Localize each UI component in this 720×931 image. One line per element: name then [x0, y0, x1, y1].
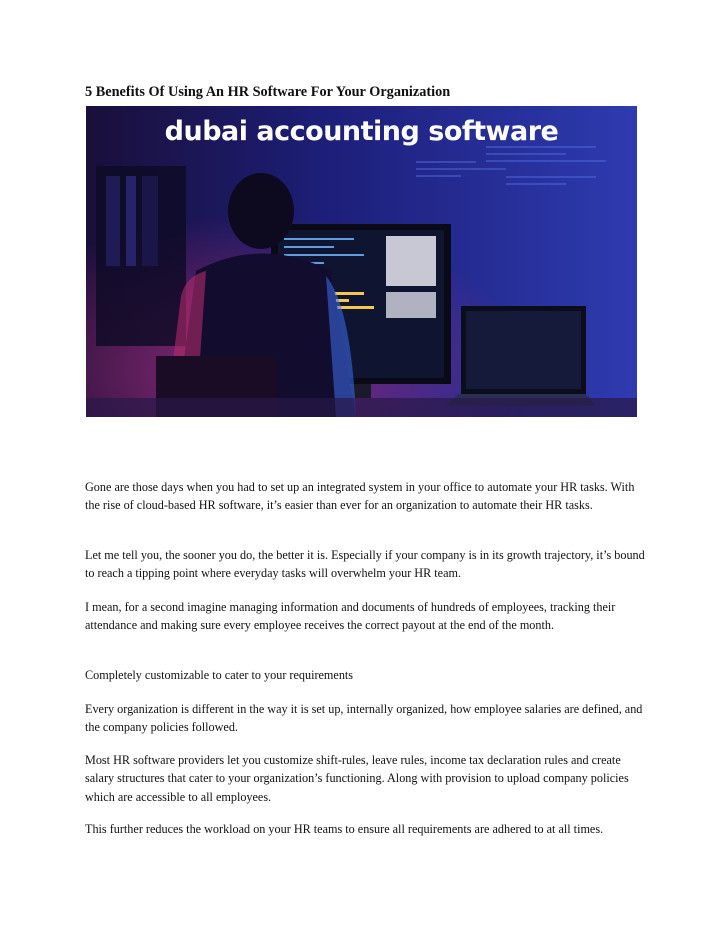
hero-image — [86, 106, 637, 417]
paragraph: This further reduces the workload on your HR teams to ensure all requirements are adhered to at all times. — [85, 822, 604, 836]
article-title: 5 Benefits Of Using An HR Software For Your Organization — [85, 84, 451, 100]
paragraph: Let me tell you, the sooner you do, the better it is. Especially if your company is in its growth trajectory, it’s bound to reach a tipping point where everyday tasks will overwhelm your HR team. — [85, 548, 645, 581]
paragraph: Every organization is different in the way it is set up, internally organized, how employee salaries are defined, and the company policies followed. — [85, 702, 643, 735]
paragraph: Most HR software providers let you customize shift-rules, leave rules, income tax declaration rules and create salary structures that cater to your organization’s functioning. Along with provision to upload company policies which are accessible to all employees. — [85, 753, 629, 804]
paragraph: I mean, for a second imagine managing information and documents of hundreds of employees, tracking their attendance and making sure every employee receives the correct payout at the end of the month. — [85, 600, 616, 633]
person-at-computer-image — [86, 106, 637, 417]
section-heading: Completely customizable to cater to your requirements — [85, 668, 354, 682]
hero-caption: dubai accounting software — [164, 116, 559, 147]
paragraph: Gone are those days when you had to set up an integrated system in your office to automate your HR tasks. With the rise of cloud-based HR software, it’s easier than ever for an organization to automate their HR tasks. — [85, 480, 635, 513]
